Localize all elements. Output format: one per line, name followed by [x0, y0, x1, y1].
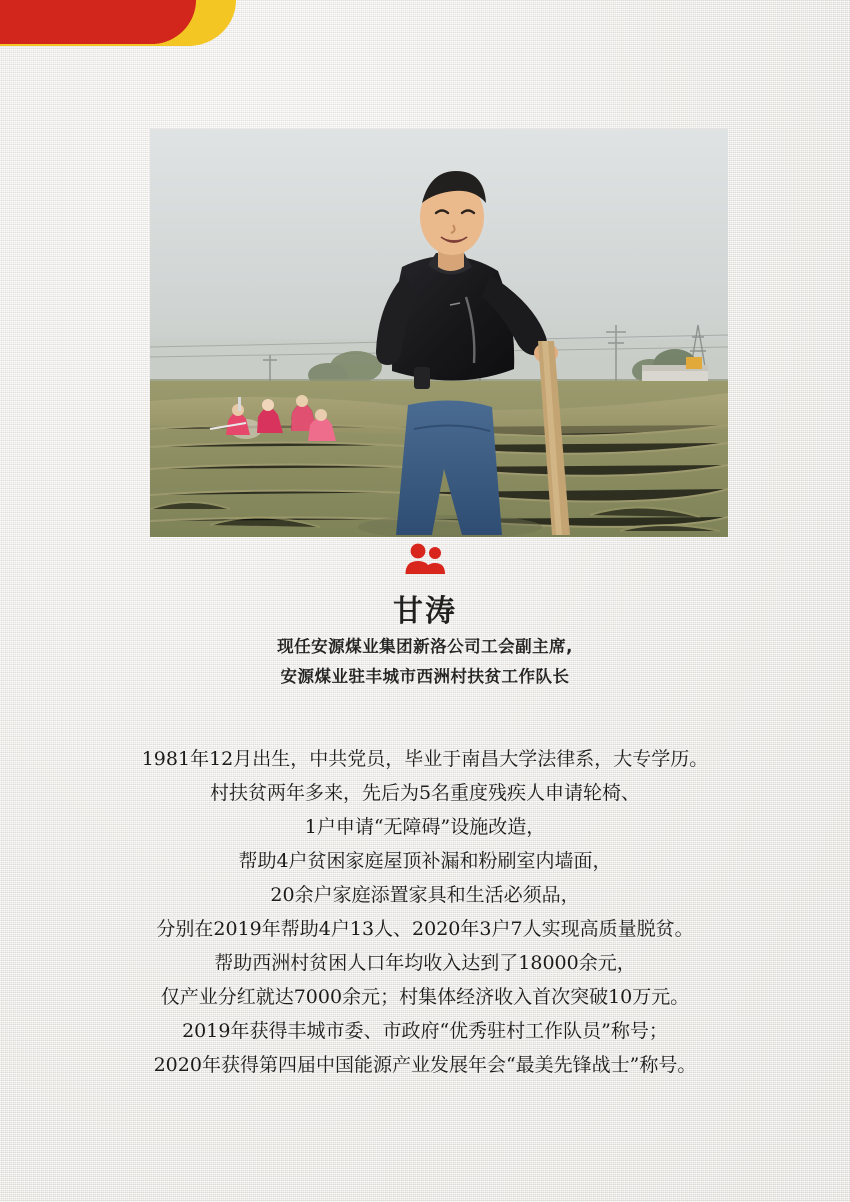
bio-line: 1981年12月出生，中共党员，毕业于南昌大学法律系，大专学历。 — [141, 748, 709, 770]
bio-line: 帮助西洲村贫困人口年均收入达到了18000余元， — [214, 952, 636, 974]
bio-line: 分别在2019年帮助4户13人、2020年3户7人实现高质量脱贫。 — [156, 918, 694, 940]
two-people-icon — [0, 543, 850, 580]
bio-line: 仅产业分红就达7000余元；村集体经济收入首次突破10万元。 — [160, 986, 690, 1008]
corner-ribbon-decoration — [0, 0, 236, 46]
bio-line: 2019年获得丰城市委、市政府“优秀驻村工作队员”称号； — [182, 1020, 668, 1042]
page-title: 甘涛 — [393, 594, 457, 629]
bio-line: 1户申请“无障碍”设施改造， — [304, 816, 546, 838]
profile-photo — [150, 129, 728, 537]
biography-text — [60, 742, 790, 1082]
bio-line: 20余户家庭添置家具和生活必须品， — [270, 884, 580, 906]
bio-line: 2020年获得第四届中国能源产业发展年会“最美先锋战士”称号。 — [153, 1054, 697, 1076]
bio-line: 帮助4户贫困家庭屋顶补漏和粉刷室内墙面， — [238, 850, 612, 872]
bio-line: 村扶贫两年多来，先后为5名重度残疾人申请轮椅、 — [209, 782, 641, 804]
person-titles — [0, 632, 850, 692]
person-title-line: 安源煤业驻丰城市西洲村扶贫工作队长 — [280, 667, 570, 686]
person-title-line: 现任安源煤业集团新洛公司工会副主席, — [277, 637, 573, 656]
